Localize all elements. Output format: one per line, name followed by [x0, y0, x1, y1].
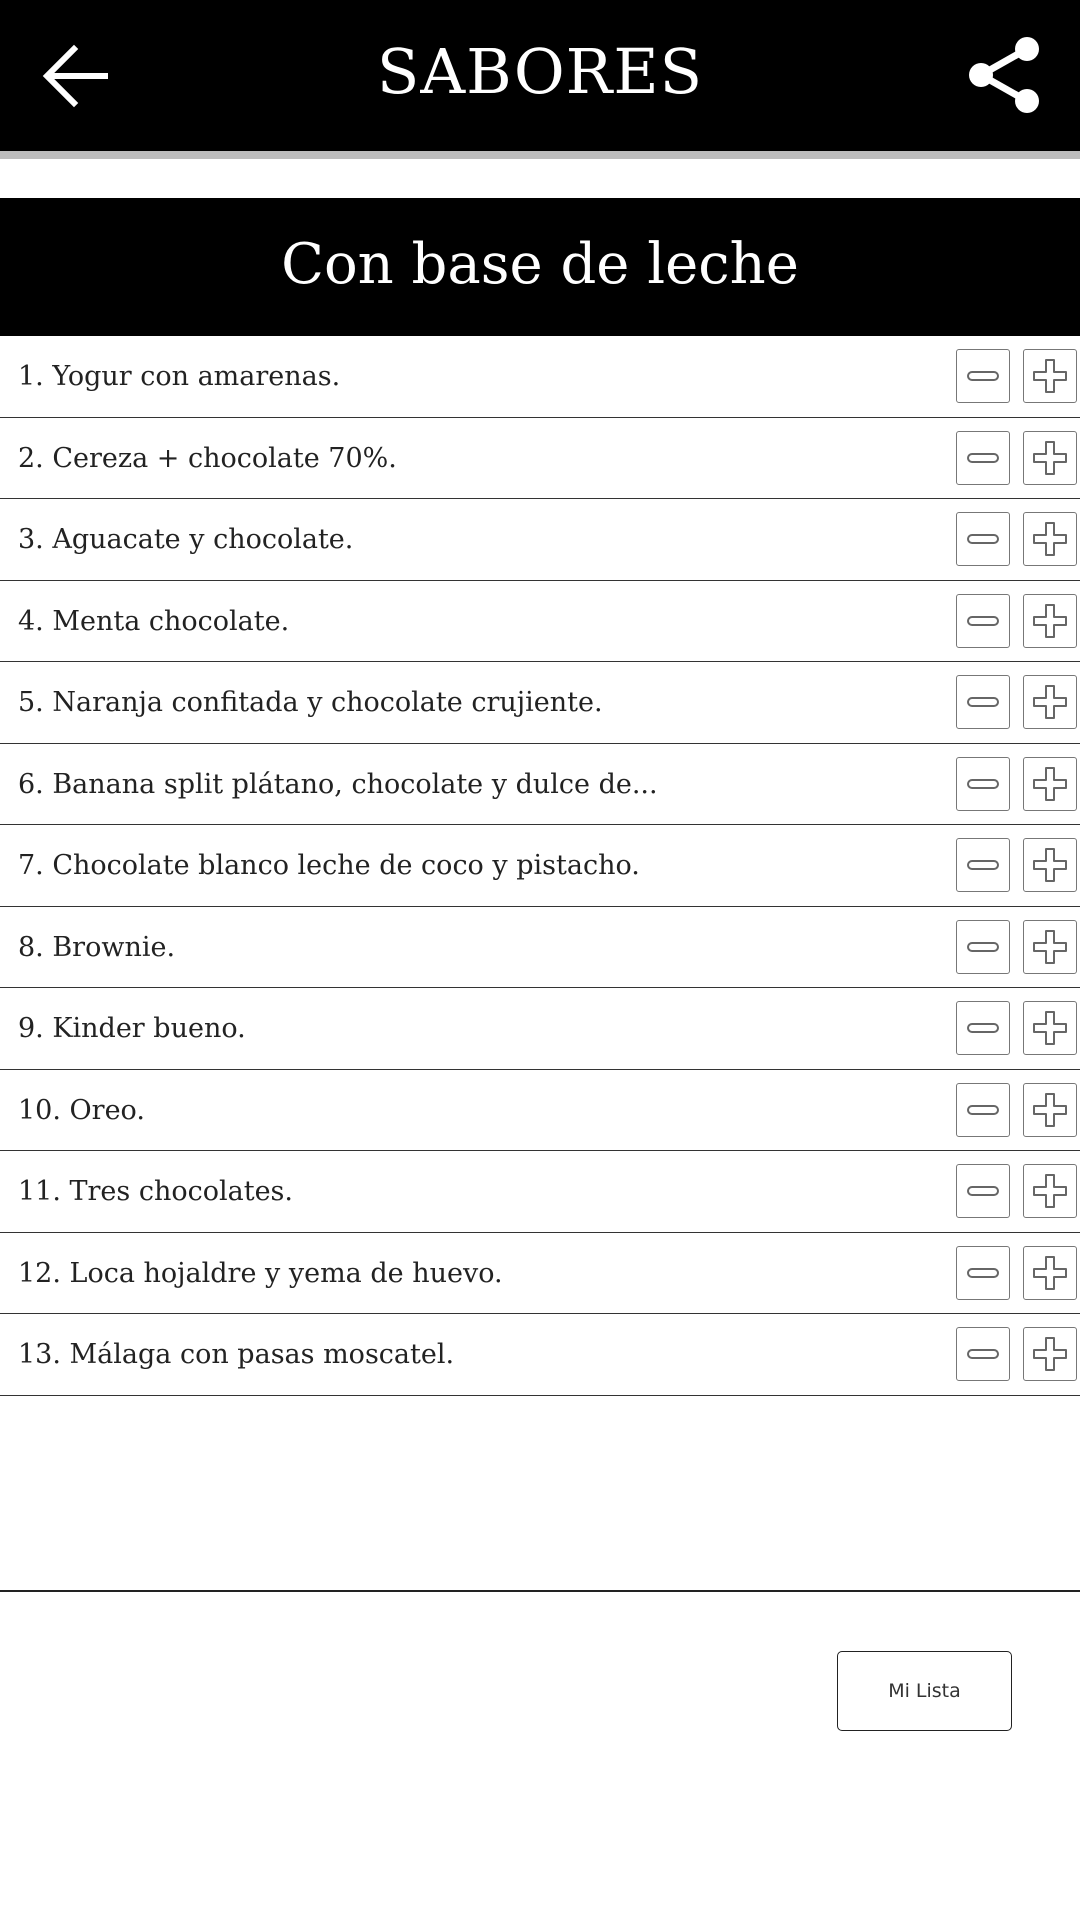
divider	[0, 1590, 1080, 1592]
plus-icon	[1031, 765, 1069, 803]
decrease-button[interactable]	[956, 675, 1010, 729]
arrow-left-icon	[41, 41, 111, 111]
flavor-label: 3. Aguacate y chocolate.	[18, 524, 354, 555]
increase-button[interactable]	[1023, 1327, 1077, 1381]
flavor-label: 13. Málaga con pasas moscatel.	[18, 1339, 455, 1370]
minus-icon	[965, 684, 1001, 720]
increase-button[interactable]	[1023, 1246, 1077, 1300]
minus-icon	[965, 521, 1001, 557]
minus-icon	[965, 766, 1001, 802]
increase-button[interactable]	[1023, 920, 1077, 974]
minus-icon	[965, 1336, 1001, 1372]
flavor-label: 6. Banana split plátano, chocolate y dulce de...	[18, 768, 658, 800]
plus-icon	[1031, 520, 1069, 558]
decrease-button[interactable]	[956, 1001, 1010, 1055]
list-item	[0, 1233, 1080, 1315]
list-item	[0, 499, 1080, 581]
minus-icon	[965, 440, 1001, 476]
decrease-button[interactable]	[956, 757, 1010, 811]
increase-button[interactable]	[1023, 1164, 1077, 1218]
plus-icon	[1031, 928, 1069, 966]
plus-icon	[1031, 1172, 1069, 1210]
flavor-label: 2. Cereza + chocolate 70%.	[18, 442, 397, 474]
minus-icon	[965, 1255, 1001, 1291]
increase-button[interactable]	[1023, 675, 1077, 729]
plus-icon	[1031, 357, 1069, 395]
increase-button[interactable]	[1023, 838, 1077, 892]
back-button[interactable]	[36, 36, 116, 116]
plus-icon	[1031, 1335, 1069, 1373]
plus-icon	[1031, 846, 1069, 884]
minus-icon	[965, 1010, 1001, 1046]
plus-icon	[1031, 1091, 1069, 1129]
decrease-button[interactable]	[956, 512, 1010, 566]
app-bar	[0, 0, 1080, 159]
increase-button[interactable]	[1023, 1001, 1077, 1055]
flavor-label: 7. Chocolate blanco leche de coco y pistacho.	[18, 850, 640, 881]
plus-icon	[1031, 1254, 1069, 1292]
flavor-label: 10. Oreo.	[18, 1094, 145, 1126]
plus-icon	[1031, 602, 1069, 640]
increase-button[interactable]	[1023, 512, 1077, 566]
flavor-label: 1. Yogur con amarenas.	[18, 361, 341, 392]
decrease-button[interactable]	[956, 1083, 1010, 1137]
increase-button[interactable]	[1023, 349, 1077, 403]
minus-icon	[965, 603, 1001, 639]
decrease-button[interactable]	[956, 920, 1010, 974]
page-title: SABORES	[376, 35, 704, 108]
increase-button[interactable]	[1023, 1083, 1077, 1137]
list-item	[0, 336, 1080, 418]
plus-icon	[1031, 683, 1069, 721]
list-item	[0, 1070, 1080, 1152]
minus-icon	[965, 358, 1001, 394]
decrease-button[interactable]	[956, 431, 1010, 485]
plus-icon	[1031, 439, 1069, 477]
section-header: Con base de leche	[0, 198, 1080, 336]
list-item	[0, 744, 1080, 826]
list-item	[0, 907, 1080, 989]
flavor-label: 8. Brownie.	[18, 931, 176, 963]
share-icon	[965, 35, 1045, 115]
flavor-list	[0, 336, 1080, 1396]
minus-icon	[965, 1173, 1001, 1209]
flavor-label: 11. Tres chocolates.	[18, 1176, 293, 1207]
list-item	[0, 662, 1080, 744]
increase-button[interactable]	[1023, 431, 1077, 485]
list-item	[0, 581, 1080, 663]
list-item	[0, 825, 1080, 907]
decrease-button[interactable]	[956, 838, 1010, 892]
list-item	[0, 988, 1080, 1070]
flavor-label: 9. Kinder bueno.	[18, 1013, 246, 1044]
minus-icon	[965, 1092, 1001, 1128]
plus-icon	[1031, 1009, 1069, 1047]
my-list-button[interactable]: Mi Lista	[837, 1651, 1012, 1731]
minus-icon	[965, 847, 1001, 883]
increase-button[interactable]	[1023, 594, 1077, 648]
decrease-button[interactable]	[956, 1164, 1010, 1218]
decrease-button[interactable]	[956, 349, 1010, 403]
list-item	[0, 1314, 1080, 1396]
flavor-label: 5. Naranja confitada y chocolate crujiente.	[18, 687, 603, 718]
share-button[interactable]	[960, 30, 1050, 120]
decrease-button[interactable]	[956, 1246, 1010, 1300]
decrease-button[interactable]	[956, 594, 1010, 648]
flavor-label: 4. Menta chocolate.	[18, 605, 290, 637]
list-item	[0, 1151, 1080, 1233]
flavor-label: 12. Loca hojaldre y yema de huevo.	[18, 1257, 503, 1289]
list-item	[0, 418, 1080, 500]
minus-icon	[965, 929, 1001, 965]
decrease-button[interactable]	[956, 1327, 1010, 1381]
increase-button[interactable]	[1023, 757, 1077, 811]
